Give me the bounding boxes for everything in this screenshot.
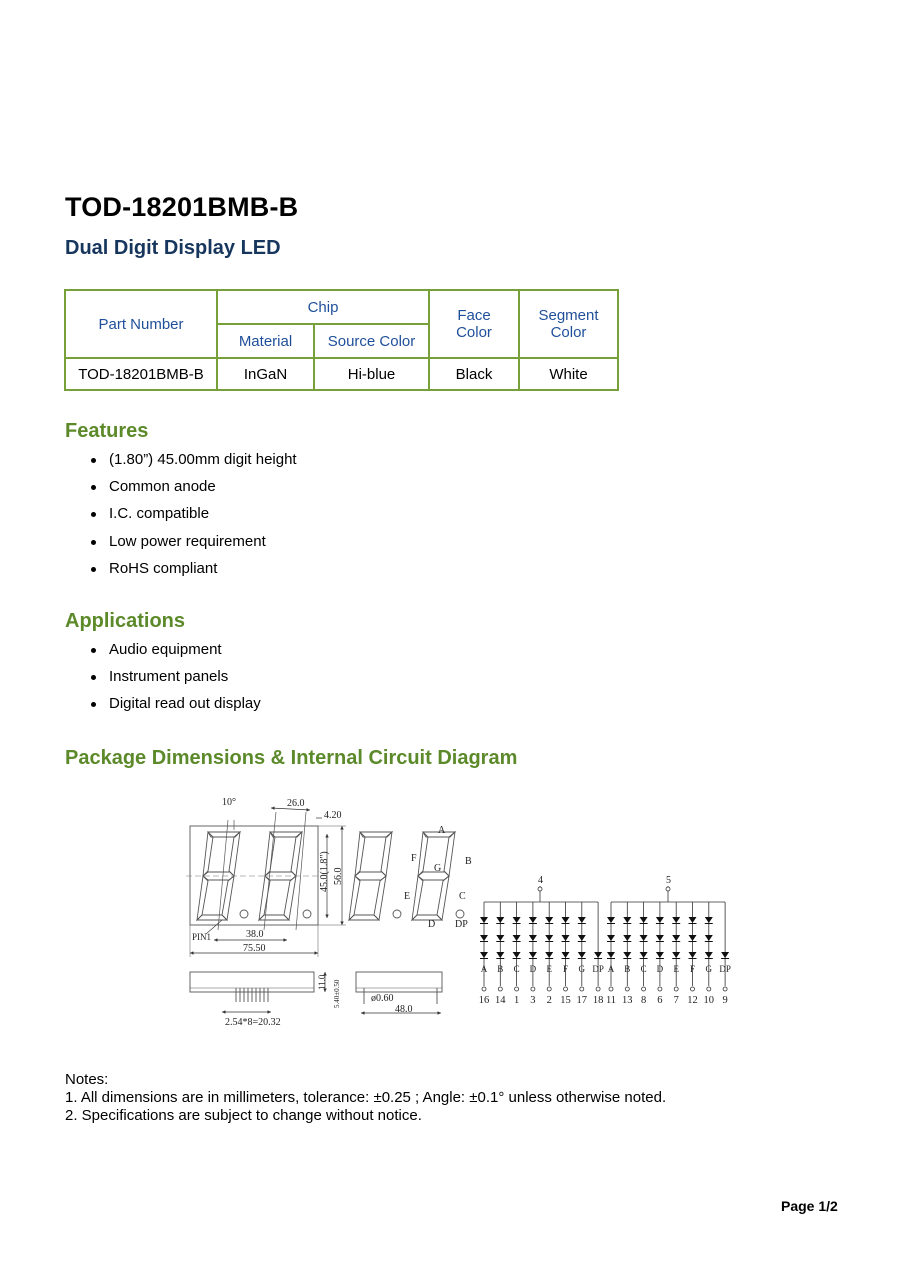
segment-pin-terminal: [609, 987, 613, 991]
label-seg-a: A: [438, 825, 446, 836]
features-heading: Features: [65, 420, 149, 442]
segment-pin-terminal: [642, 987, 646, 991]
pin-number: 6: [657, 995, 663, 1006]
notes: [65, 1071, 666, 1125]
diode-icon: [689, 952, 697, 958]
applications-heading: Applications: [65, 610, 186, 632]
pin-number: 1: [513, 995, 520, 1006]
page-number: Page 1/2: [781, 1198, 838, 1214]
material-header: Material: [217, 324, 314, 358]
application-item: Digital read out display: [88, 690, 261, 717]
diode-icon: [623, 935, 631, 941]
pin-number: 9: [722, 995, 728, 1006]
cell-face-color: Black: [429, 358, 519, 390]
pin-number: 8: [640, 995, 647, 1006]
dim-thickness: 11.0: [317, 974, 327, 990]
pin-number: 12: [687, 995, 698, 1006]
diode-icon: [607, 952, 615, 958]
diode-icon: [705, 935, 713, 941]
segment-pin-terminal: [723, 987, 727, 991]
segment-pin-terminal: [515, 987, 519, 991]
label-seg-f: F: [411, 853, 417, 864]
diode-icon: [705, 952, 713, 958]
segment-pin-terminal: [596, 987, 600, 991]
chip-header: Chip: [217, 290, 429, 324]
label-seg-d: D: [428, 919, 436, 930]
segment-pin-terminal: [674, 987, 678, 991]
feature-item: RoHS compliant: [88, 555, 297, 582]
segment-label: C: [513, 964, 520, 974]
dim-pin-pitch: 2.54*8=20.32: [225, 1017, 281, 1028]
dim-pin-diameter: ø0.60: [371, 993, 394, 1004]
cell-material: InGaN: [217, 358, 314, 390]
diode-icon: [578, 952, 586, 958]
label-seg-e: E: [404, 891, 411, 902]
diode-icon: [623, 917, 631, 923]
segment-color-header: Segment Color: [519, 290, 618, 358]
segment-label: E: [546, 964, 552, 974]
pin-number: 13: [622, 995, 633, 1006]
circuit-diodes: [480, 917, 729, 959]
segment-pin-terminal: [691, 987, 695, 991]
note-line: 1. All dimensions are in millimeters, tolerance: ±0.25 ; Angle: ±0.1° unless otherwise noted.: [65, 1089, 667, 1106]
dim-digit-pitch: 26.0: [287, 798, 305, 809]
segment-label: D: [656, 964, 664, 974]
cell-source-color: Hi-blue: [314, 358, 429, 390]
common-pin-2: 5: [666, 875, 671, 886]
diode-icon: [623, 952, 631, 958]
feature-item: I.C. compatible: [88, 500, 297, 527]
label-seg-g: G: [434, 863, 442, 874]
diode-icon: [529, 917, 537, 923]
segment-label: C: [640, 964, 647, 974]
diode-icon: [513, 935, 521, 941]
dim-side-width: 48.0: [395, 1004, 413, 1015]
label-seg-dp: DP: [455, 919, 468, 930]
pin-number: 15: [560, 995, 571, 1006]
segment-pin-terminal: [482, 987, 486, 991]
segment-pin-terminal: [564, 987, 568, 991]
segment-pin-terminal: [498, 987, 502, 991]
label-seg-c: C: [459, 891, 466, 902]
part-number-header: Part Number: [65, 290, 217, 358]
pin-number: 16: [478, 995, 490, 1006]
segment-pin-terminal: [625, 987, 629, 991]
pin-number: 11: [605, 995, 617, 1006]
segment-label: A: [607, 964, 615, 974]
diode-icon: [721, 952, 729, 958]
diode-icon: [529, 935, 537, 941]
diode-icon: [656, 917, 664, 923]
diode-icon: [705, 917, 713, 923]
pin-number: 14: [495, 995, 506, 1006]
diode-icon: [607, 935, 615, 941]
package-heading: Package Dimensions & Internal Circuit Diagram: [65, 747, 518, 769]
segment-label: DP: [719, 964, 731, 974]
document-title: TOD-18201BMB-B: [65, 192, 299, 222]
diode-icon: [656, 935, 664, 941]
application-item: Instrument panels: [88, 663, 261, 690]
segment-pin-terminal: [580, 987, 584, 991]
segment-pin-terminal: [531, 987, 535, 991]
diode-icon: [640, 917, 648, 923]
diode-icon: [545, 952, 553, 958]
diode-icon: [496, 952, 504, 958]
dim-angle: 10°: [222, 797, 236, 808]
application-item: Audio equipment: [88, 636, 261, 663]
cell-segment-color: White: [519, 358, 618, 390]
diode-icon: [545, 935, 553, 941]
diode-icon: [578, 935, 586, 941]
common-pin-terminal: [538, 887, 542, 891]
face-color-header: Face Color: [429, 290, 519, 358]
diode-icon: [640, 952, 648, 958]
diode-icon: [480, 935, 488, 941]
dim-seg-width: 4.20: [324, 810, 342, 821]
diode-icon: [672, 935, 680, 941]
segment-label: DP: [592, 964, 604, 974]
circuit-wiring: [482, 886, 727, 991]
diode-icon: [480, 952, 488, 958]
diode-icon: [562, 935, 570, 941]
diode-icon: [562, 917, 570, 923]
segment-label: A: [480, 964, 488, 974]
dim-overall-height: 56.0: [333, 867, 344, 885]
note-line: 2. Specifications are subject to change without notice.: [65, 1107, 422, 1124]
segment-label: G: [578, 964, 586, 974]
segment-label: E: [673, 964, 679, 974]
diode-icon: [578, 917, 586, 923]
segment-label: F: [689, 964, 696, 974]
diode-icon: [513, 952, 521, 958]
dim-digit-height: 45.0(1.8"): [319, 851, 330, 892]
notes-heading: Notes:: [65, 1071, 109, 1088]
segment-label: B: [624, 964, 631, 974]
feature-item: (1.80”) 45.00mm digit height: [88, 446, 297, 473]
feature-item: Common anode: [88, 473, 297, 500]
diode-icon: [496, 935, 504, 941]
document-subtitle: Dual Digit Display LED: [65, 237, 281, 259]
dim-overall-width: 75.50: [243, 943, 266, 954]
diode-icon: [496, 917, 504, 923]
segment-label: G: [705, 964, 713, 974]
pin1-label: PIN1: [192, 932, 212, 942]
feature-item: Low power requirement: [88, 528, 297, 555]
cell-part-number: TOD-18201BMB-B: [65, 358, 217, 390]
diode-icon: [529, 952, 537, 958]
common-pin-1: 4: [538, 875, 543, 886]
diode-icon: [672, 952, 680, 958]
diode-icon: [480, 917, 488, 923]
diode-icon: [689, 935, 697, 941]
segment-pin-terminal: [658, 987, 662, 991]
segment-pin-terminal: [707, 987, 711, 991]
dim-pin-length: 5.40±0.50: [333, 979, 341, 1008]
segment-label: B: [497, 964, 504, 974]
segment-pin-terminal: [547, 987, 551, 991]
dim-pin-spacing: 38.0: [246, 929, 264, 940]
diode-icon: [689, 917, 697, 923]
label-seg-b: B: [465, 856, 472, 867]
diode-icon: [594, 952, 602, 958]
pin-number: 17: [576, 995, 588, 1006]
pin-number: 3: [530, 995, 536, 1006]
diode-icon: [607, 917, 615, 923]
pin-number: 2: [546, 995, 552, 1006]
pin-number: 18: [592, 995, 604, 1006]
diode-icon: [513, 917, 521, 923]
diode-icon: [545, 917, 553, 923]
pin-number: 7: [673, 995, 679, 1006]
diode-icon: [640, 935, 648, 941]
diode-icon: [656, 952, 664, 958]
pin-number: 10: [703, 995, 715, 1006]
diode-icon: [672, 917, 680, 923]
segment-label: F: [562, 964, 569, 974]
diode-icon: [562, 952, 570, 958]
source-color-header: Source Color: [314, 324, 429, 358]
common-pin-terminal: [666, 887, 670, 891]
segment-label: D: [529, 964, 537, 974]
